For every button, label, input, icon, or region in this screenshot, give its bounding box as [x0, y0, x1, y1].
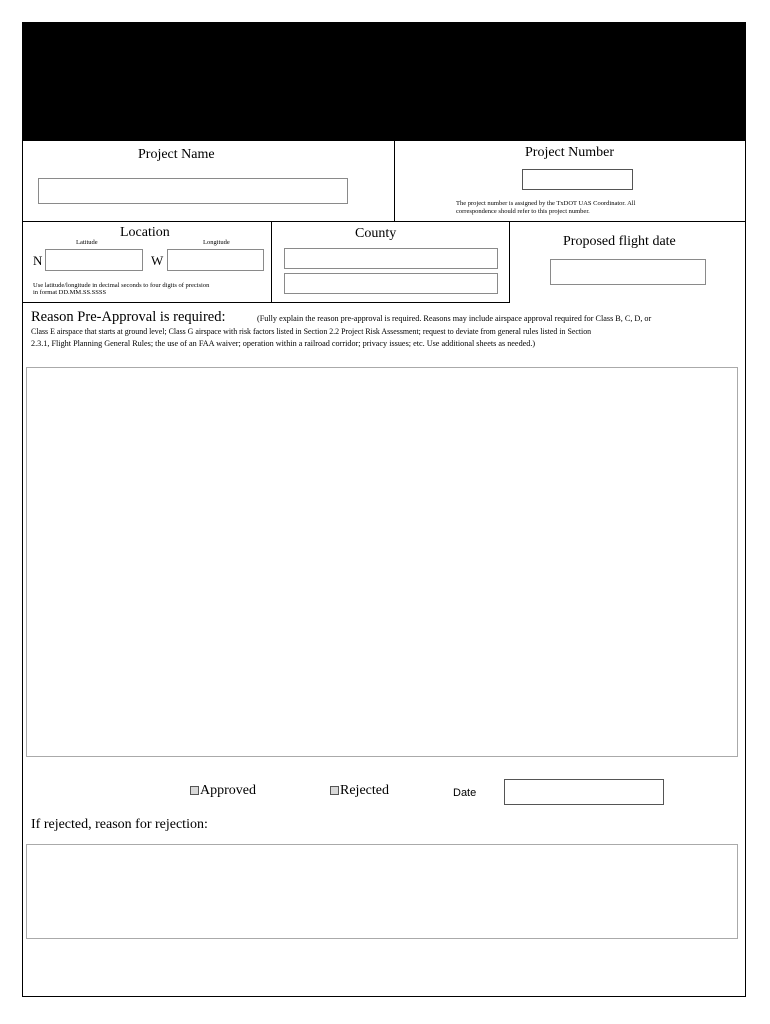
longitude-label: Longitude [203, 239, 230, 246]
county-field-2[interactable] [284, 273, 498, 294]
divider [509, 221, 510, 302]
reason-instructions-line2: Class E airspace that starts at ground level; Class G airspace with risk factors listed in Section 2.2 Project Risk Assessment; request to deviate from general rules listed in Section [31, 327, 592, 336]
w-label: W [151, 253, 164, 268]
approved-option[interactable] [190, 783, 256, 799]
flight-date-label: Proposed flight date [563, 234, 676, 249]
approved-label: Approved [200, 783, 256, 798]
project-number-note-line2: correspondence should refer to this project number. [456, 208, 590, 215]
n-label: N [33, 253, 43, 268]
rejection-textarea[interactable] [26, 844, 738, 939]
project-number-field[interactable] [522, 169, 633, 190]
location-note-line1: Use latitude/longitude in decimal seconds to four digits of precision [33, 282, 210, 289]
project-name-field[interactable] [38, 178, 348, 204]
header-banner [23, 23, 745, 140]
reason-heading: Reason Pre-Approval is required: [31, 309, 226, 325]
divider [271, 221, 272, 302]
decision-date-field[interactable] [504, 779, 664, 805]
reason-textarea[interactable] [26, 367, 738, 757]
project-name-label: Project Name [138, 147, 215, 162]
approved-checkbox[interactable] [190, 786, 199, 795]
rejected-label: Rejected [340, 783, 389, 798]
location-note-line2: in format DD.MM.SS.SSSS [33, 289, 107, 296]
date-label: Date [453, 787, 477, 799]
county-field-1[interactable] [284, 248, 498, 269]
flight-date-field[interactable] [550, 259, 706, 285]
location-label: Location [120, 225, 170, 240]
reason-instructions-line1: (Fully explain the reason pre-approval is required. Reasons may include airspace approval required for Class B, C, D, or [257, 314, 652, 323]
longitude-field[interactable] [167, 249, 264, 271]
divider [23, 140, 745, 141]
reason-instructions-line3: 2.3.1, Flight Planning General Rules; the use of an FAA waiver; operation within a railroad corridor; privacy issues; etc. Use additional sheets as needed.) [31, 339, 536, 348]
latitude-label: Latitude [76, 239, 98, 246]
rejected-option[interactable] [330, 783, 389, 799]
divider [23, 221, 745, 222]
pre-approval-form [22, 22, 746, 997]
rejection-label: If rejected, reason for rejection: [31, 817, 208, 832]
county-label: County [355, 226, 397, 241]
divider [394, 140, 395, 221]
divider [23, 302, 510, 303]
rejected-checkbox[interactable] [330, 786, 339, 795]
project-number-note-line1: The project number is assigned by the TxDOT UAS Coordinator. All [456, 200, 636, 207]
latitude-field[interactable] [45, 249, 143, 271]
project-number-label: Project Number [525, 145, 615, 160]
